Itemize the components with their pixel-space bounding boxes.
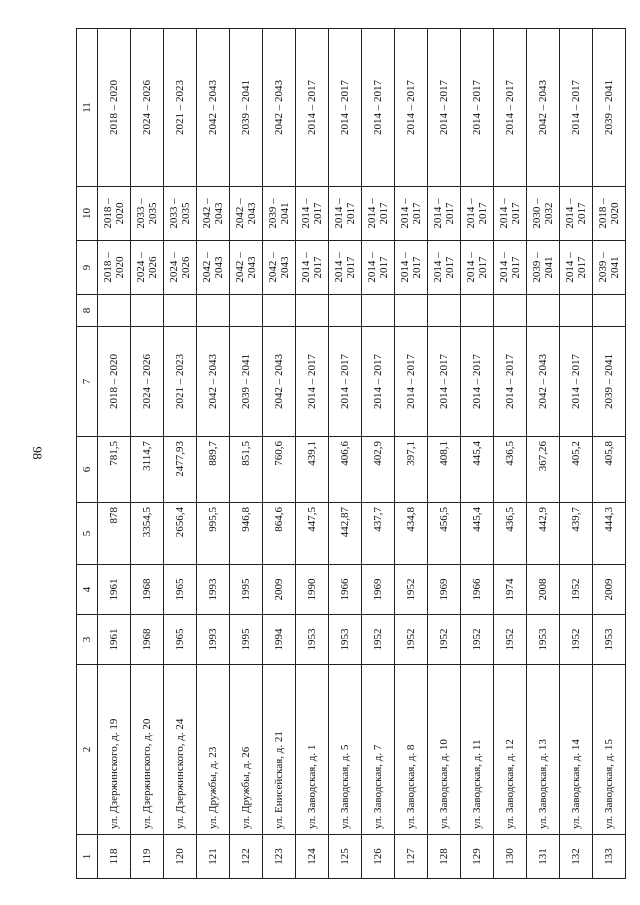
table-cell-c11: 2039 – 2041 <box>593 29 626 187</box>
table-cell-c7: 2042 – 2043 <box>527 327 560 437</box>
column-header-10: 10 <box>77 187 98 241</box>
table-cell-c6: 439,1 <box>296 437 329 503</box>
table-cell-c6: 402,9 <box>362 437 395 503</box>
table-cell-c8 <box>362 295 395 327</box>
table-cell-c10: 2014 – 2017 <box>461 187 494 241</box>
table-container <box>76 29 621 879</box>
table-cell-c6: 397,1 <box>395 437 428 503</box>
table-cell-c11: 2014 – 2017 <box>428 29 461 187</box>
table-cell-c11: 2042 – 2043 <box>197 29 230 187</box>
table-cell-c9: 2014 – 2017 <box>296 241 329 295</box>
table-cell-c7: 2014 – 2017 <box>362 327 395 437</box>
table-cell-c2: ул. Дзержинского, д. 20 <box>131 665 164 835</box>
table-cell-c9: 2024 – 2026 <box>164 241 197 295</box>
table-cell-c7: 2042 – 2043 <box>263 327 296 437</box>
table-row <box>362 29 395 879</box>
table-cell-c4: 1968 <box>131 565 164 615</box>
table-cell-c3: 1953 <box>593 615 626 665</box>
table-cell-c5: 445,4 <box>461 503 494 565</box>
table-cell-c9: 2014 – 2017 <box>362 241 395 295</box>
table-cell-c4: 1952 <box>560 565 593 615</box>
table-cell-c11: 2042 – 2043 <box>527 29 560 187</box>
table-cell-c7: 2014 – 2017 <box>494 327 527 437</box>
table-cell-c11: 2024 – 2026 <box>131 29 164 187</box>
table-row <box>527 29 560 879</box>
table-cell-c3: 1965 <box>164 615 197 665</box>
table-cell-c3: 1995 <box>230 615 263 665</box>
table-cell-c2: ул. Заводская, д. 12 <box>494 665 527 835</box>
table-row <box>395 29 428 879</box>
table-cell-c2: ул. Заводская, д. 1 <box>296 665 329 835</box>
table-cell-c1: 118 <box>98 835 131 879</box>
table-cell-c7: 2042 – 2043 <box>197 327 230 437</box>
table-cell-c2: ул. Дзержинского, д. 24 <box>164 665 197 835</box>
table-cell-c2: ул. Заводская, д. 8 <box>395 665 428 835</box>
table-cell-c7: 2014 – 2017 <box>560 327 593 437</box>
table-cell-c2: ул. Дружбы, д. 23 <box>197 665 230 835</box>
table-cell-c5: 864,6 <box>263 503 296 565</box>
table-cell-c10: 2033 – 2035 <box>131 187 164 241</box>
table-cell-c10: 2014 – 2017 <box>329 187 362 241</box>
table-cell-c3: 1952 <box>428 615 461 665</box>
table-cell-c5: 995,5 <box>197 503 230 565</box>
table-cell-c9: 2014 – 2017 <box>329 241 362 295</box>
table-cell-c4: 1993 <box>197 565 230 615</box>
table-cell-c5: 946,8 <box>230 503 263 565</box>
header-row <box>77 29 98 879</box>
table-cell-c11: 2014 – 2017 <box>494 29 527 187</box>
table-cell-c5: 447,5 <box>296 503 329 565</box>
table-cell-c4: 1966 <box>461 565 494 615</box>
table-cell-c6: 406,6 <box>329 437 362 503</box>
table-cell-c7: 2039 – 2041 <box>593 327 626 437</box>
table-cell-c8 <box>494 295 527 327</box>
table-cell-c1: 127 <box>395 835 428 879</box>
table-cell-c9: 2014 – 2017 <box>428 241 461 295</box>
table-cell-c10: 2014 – 2017 <box>395 187 428 241</box>
table-cell-c8 <box>593 295 626 327</box>
table-cell-c9: 2014 – 2017 <box>494 241 527 295</box>
table-cell-c3: 1952 <box>560 615 593 665</box>
column-header-2: 2 <box>77 665 98 835</box>
table-cell-c10: 2030 – 2032 <box>527 187 560 241</box>
page-number: 98 <box>30 446 45 460</box>
table-cell-c9: 2042 – 2043 <box>197 241 230 295</box>
table-cell-c9: 2039 – 2041 <box>527 241 560 295</box>
table-cell-c1: 121 <box>197 835 230 879</box>
table-cell-c4: 1952 <box>395 565 428 615</box>
table-cell-c1: 119 <box>131 835 164 879</box>
table-cell-c8 <box>395 295 428 327</box>
table-cell-c3: 1994 <box>263 615 296 665</box>
table-cell-c4: 1965 <box>164 565 197 615</box>
table-cell-c4: 1974 <box>494 565 527 615</box>
table-cell-c5: 2656,4 <box>164 503 197 565</box>
table-cell-c10: 2042 – 2043 <box>230 187 263 241</box>
table-cell-c4: 1990 <box>296 565 329 615</box>
table-row <box>131 29 164 879</box>
table-cell-c5: 439,7 <box>560 503 593 565</box>
table-row <box>560 29 593 879</box>
table-cell-c5: 442,9 <box>527 503 560 565</box>
table-cell-c11: 2014 – 2017 <box>296 29 329 187</box>
table-cell-c3: 1961 <box>98 615 131 665</box>
table-cell-c3: 1952 <box>395 615 428 665</box>
table-cell-c11: 2018 – 2020 <box>98 29 131 187</box>
table-cell-c8 <box>164 295 197 327</box>
column-header-11: 11 <box>77 29 98 187</box>
table-cell-c7: 2014 – 2017 <box>461 327 494 437</box>
table-cell-c11: 2021 – 2023 <box>164 29 197 187</box>
table-cell-c1: 123 <box>263 835 296 879</box>
table-row <box>197 29 230 879</box>
table-cell-c2: ул. Дружбы, д. 26 <box>230 665 263 835</box>
table-cell-c6: 436,5 <box>494 437 527 503</box>
table-cell-c11: 2039 – 2041 <box>230 29 263 187</box>
table-cell-c10: 2018 – 2020 <box>98 187 131 241</box>
scan-artifact: ·· · · · ·· · ·· · · <box>128 858 138 873</box>
table-cell-c4: 1969 <box>428 565 461 615</box>
table-cell-c8 <box>329 295 362 327</box>
table-cell-c9: 2014 – 2017 <box>560 241 593 295</box>
table-cell-c3: 1968 <box>131 615 164 665</box>
table-cell-c5: 442,87 <box>329 503 362 565</box>
table-cell-c4: 1966 <box>329 565 362 615</box>
table-cell-c1: 132 <box>560 835 593 879</box>
table-cell-c8 <box>98 295 131 327</box>
table-cell-c3: 1953 <box>296 615 329 665</box>
table-cell-c2: ул. Заводская, д. 10 <box>428 665 461 835</box>
table-cell-c5: 444,3 <box>593 503 626 565</box>
table-cell-c10: 2014 – 2017 <box>494 187 527 241</box>
table-cell-c3: 1952 <box>461 615 494 665</box>
table-row <box>428 29 461 879</box>
table-cell-c8 <box>527 295 560 327</box>
table-cell-c4: 1995 <box>230 565 263 615</box>
table-cell-c1: 129 <box>461 835 494 879</box>
table-cell-c10: 2033 – 2035 <box>164 187 197 241</box>
table-cell-c5: 436,5 <box>494 503 527 565</box>
column-header-7: 7 <box>77 327 98 437</box>
column-header-9: 9 <box>77 241 98 295</box>
table-cell-c1: 122 <box>230 835 263 879</box>
table-row <box>329 29 362 879</box>
table-cell-c6: 2477,93 <box>164 437 197 503</box>
table-row <box>230 29 263 879</box>
table-cell-c2: ул. Енисейская, д. 21 <box>263 665 296 835</box>
table-cell-c7: 2024 – 2026 <box>131 327 164 437</box>
table-cell-c11: 2014 – 2017 <box>329 29 362 187</box>
table-cell-c8 <box>230 295 263 327</box>
table-cell-c2: ул. Заводская, д. 7 <box>362 665 395 835</box>
table-cell-c9: 2014 – 2017 <box>461 241 494 295</box>
table-cell-c10: 2014 – 2017 <box>560 187 593 241</box>
table-cell-c6: 760,6 <box>263 437 296 503</box>
table-cell-c9: 2042 – 2043 <box>230 241 263 295</box>
table-cell-c2: ул. Дзержинского, д. 19 <box>98 665 131 835</box>
table-cell-c6: 3114,7 <box>131 437 164 503</box>
table-body <box>98 29 626 879</box>
table-cell-c1: 124 <box>296 835 329 879</box>
table-cell-c6: 367,26 <box>527 437 560 503</box>
table-cell-c3: 1952 <box>362 615 395 665</box>
table-cell-c6: 405,2 <box>560 437 593 503</box>
table-cell-c10: 2018 – 2020 <box>593 187 626 241</box>
table-cell-c9: 2024 – 2026 <box>131 241 164 295</box>
table-cell-c5: 456,5 <box>428 503 461 565</box>
table-cell-c11: 2014 – 2017 <box>560 29 593 187</box>
table-cell-c4: 2008 <box>527 565 560 615</box>
table-cell-c3: 1953 <box>329 615 362 665</box>
column-header-3: 3 <box>77 615 98 665</box>
table-cell-c9: 2042 – 2043 <box>263 241 296 295</box>
table-cell-c1: 131 <box>527 835 560 879</box>
table-cell-c8 <box>428 295 461 327</box>
column-header-4: 4 <box>77 565 98 615</box>
table-cell-c5: 3354,5 <box>131 503 164 565</box>
table-cell-c4: 1961 <box>98 565 131 615</box>
table-cell-c2: ул. Заводская, д. 14 <box>560 665 593 835</box>
table-cell-c2: ул. Заводская, д. 13 <box>527 665 560 835</box>
table-cell-c1: 130 <box>494 835 527 879</box>
table-cell-c11: 2014 – 2017 <box>461 29 494 187</box>
table-cell-c6: 889,7 <box>197 437 230 503</box>
table-cell-c7: 2014 – 2017 <box>329 327 362 437</box>
table-cell-c6: 408,1 <box>428 437 461 503</box>
table-cell-c11: 2014 – 2017 <box>395 29 428 187</box>
table-row <box>461 29 494 879</box>
table-cell-c4: 2009 <box>593 565 626 615</box>
table-row <box>494 29 527 879</box>
table-row <box>164 29 197 879</box>
column-header-8: 8 <box>77 295 98 327</box>
column-header-5: 5 <box>77 503 98 565</box>
table-cell-c1: 126 <box>362 835 395 879</box>
table-cell-c8 <box>263 295 296 327</box>
table-cell-c6: 781,5 <box>98 437 131 503</box>
table-cell-c10: 2039 – 2041 <box>263 187 296 241</box>
table-cell-c5: 434,8 <box>395 503 428 565</box>
column-header-1: 1 <box>77 835 98 879</box>
table-cell-c7: 2014 – 2017 <box>395 327 428 437</box>
column-header-6: 6 <box>77 437 98 503</box>
table-cell-c5: 437,7 <box>362 503 395 565</box>
table-cell-c11: 2042 – 2043 <box>263 29 296 187</box>
table-row <box>98 29 131 879</box>
table-cell-c10: 2014 – 2017 <box>296 187 329 241</box>
table-cell-c8 <box>461 295 494 327</box>
table-cell-c10: 2042 – 2043 <box>197 187 230 241</box>
table-cell-c1: 128 <box>428 835 461 879</box>
table-cell-c7: 2039 – 2041 <box>230 327 263 437</box>
table-cell-c2: ул. Заводская, д. 15 <box>593 665 626 835</box>
table-cell-c6: 405,8 <box>593 437 626 503</box>
table-cell-c7: 2021 – 2023 <box>164 327 197 437</box>
table-cell-c6: 445,4 <box>461 437 494 503</box>
table-cell-c10: 2014 – 2017 <box>428 187 461 241</box>
table-cell-c9: 2039 – 2041 <box>593 241 626 295</box>
table-cell-c7: 2014 – 2017 <box>428 327 461 437</box>
table-row <box>263 29 296 879</box>
table-row <box>593 29 626 879</box>
table-cell-c8 <box>560 295 593 327</box>
table-cell-c1: 125 <box>329 835 362 879</box>
table-cell-c4: 2009 <box>263 565 296 615</box>
table-cell-c9: 2018 – 2020 <box>98 241 131 295</box>
housing-table <box>76 28 626 879</box>
table-cell-c10: 2014 – 2017 <box>362 187 395 241</box>
table-cell-c9: 2014 – 2017 <box>395 241 428 295</box>
table-cell-c8 <box>131 295 164 327</box>
table-cell-c2: ул. Заводская, д. 5 <box>329 665 362 835</box>
table-cell-c2: ул. Заводская, д. 11 <box>461 665 494 835</box>
table-cell-c11: 2014 – 2017 <box>362 29 395 187</box>
table-cell-c6: 851,5 <box>230 437 263 503</box>
table-cell-c3: 1953 <box>527 615 560 665</box>
table-cell-c1: 133 <box>593 835 626 879</box>
table-row <box>296 29 329 879</box>
table-cell-c1: 120 <box>164 835 197 879</box>
table-cell-c3: 1952 <box>494 615 527 665</box>
table-cell-c8 <box>197 295 230 327</box>
table-cell-c3: 1993 <box>197 615 230 665</box>
table-cell-c7: 2014 – 2017 <box>296 327 329 437</box>
table-cell-c8 <box>296 295 329 327</box>
table-cell-c7: 2018 – 2020 <box>98 327 131 437</box>
table-cell-c5: 878 <box>98 503 131 565</box>
table-cell-c4: 1969 <box>362 565 395 615</box>
